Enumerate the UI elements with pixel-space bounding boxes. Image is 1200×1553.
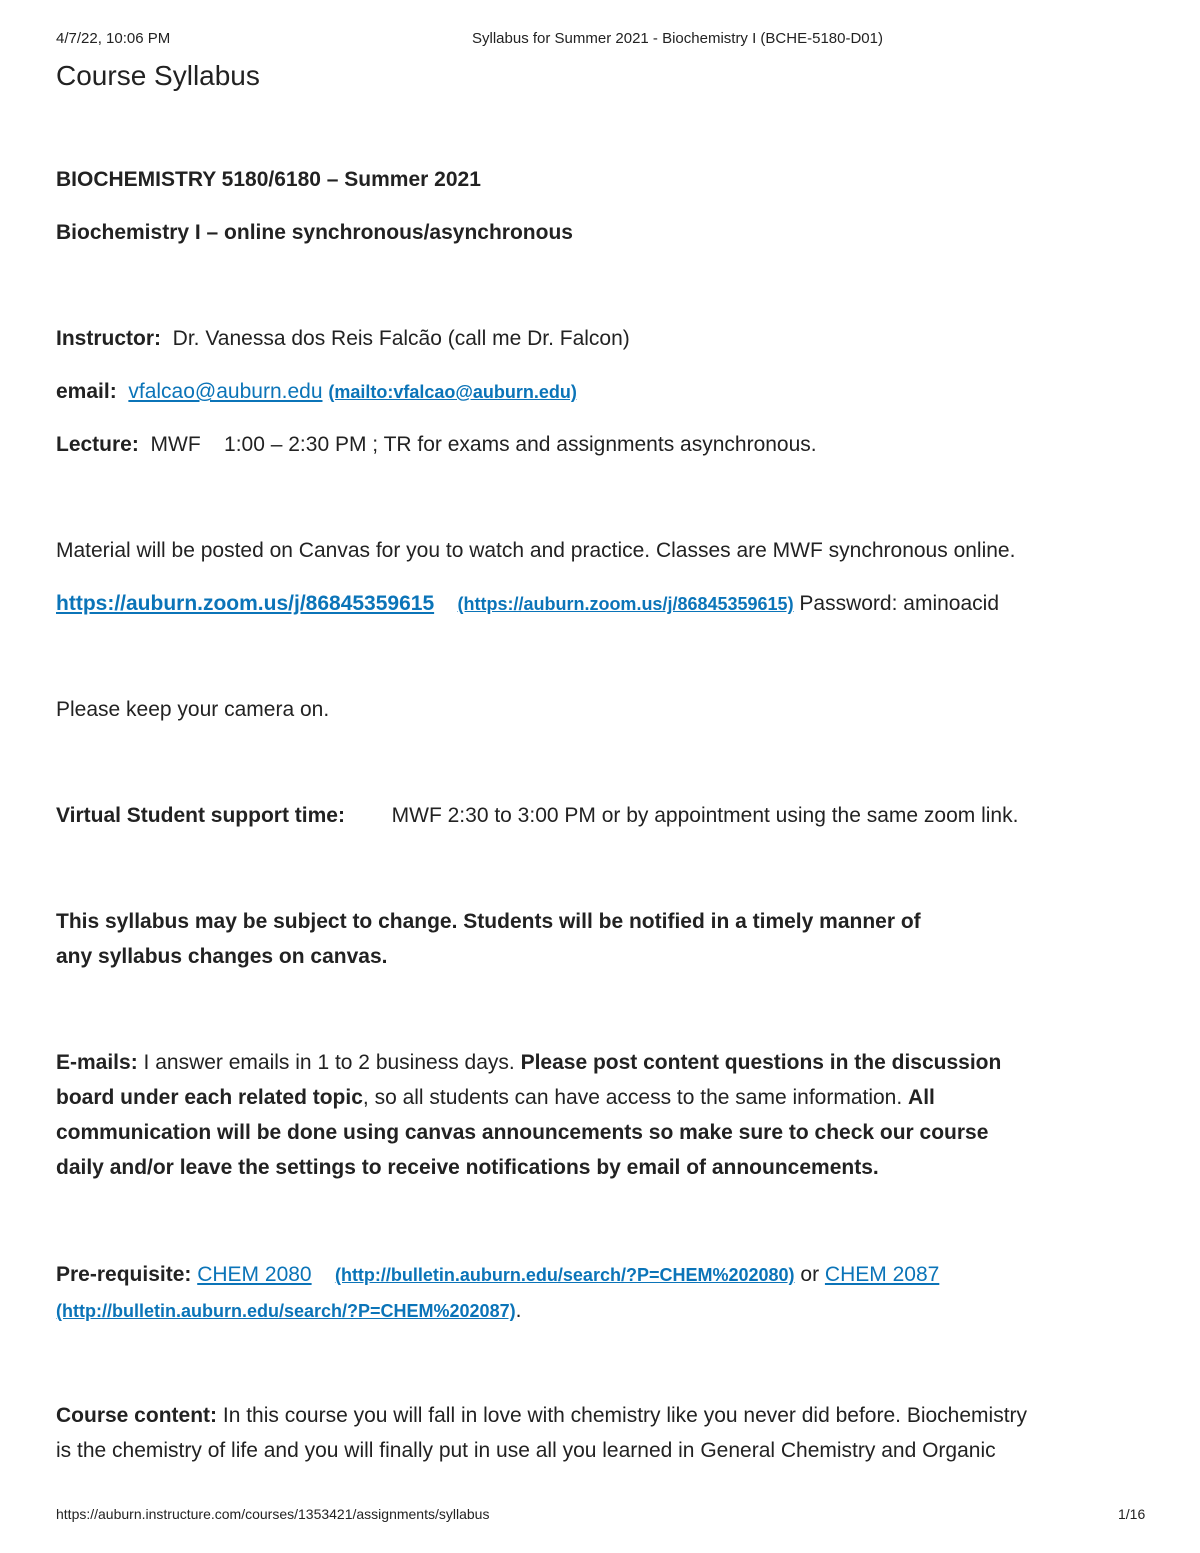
material-text: Material will be posted on Canvas for you to watch and practice. Classes are MWF synchronous online. — [56, 539, 1016, 562]
prereq-link-chem2087[interactable]: CHEM 2087 — [824, 1263, 940, 1286]
instructor-label: Instructor: — [56, 327, 161, 350]
lecture-label: Lecture: — [56, 433, 139, 456]
lecture-value: 1:00 – 2:30 PM ; TR for exams and assignments asynchronous. — [224, 433, 817, 456]
course-name-line: Biochemistry I – online synchronous/asynchronous — [56, 221, 573, 244]
instructor-value: Dr. Vanessa dos Reis Falcão (call me Dr. Falcon) — [172, 327, 630, 350]
prereq-link-chem2080[interactable]: CHEM 2080 — [197, 1263, 312, 1286]
emails-text-1: I answer emails in 1 to 2 business days. — [143, 1051, 515, 1074]
camera-text: Please keep your camera on. — [56, 698, 330, 721]
page-title: Course Syllabus — [56, 60, 260, 91]
zoom-link-url[interactable]: (https://auburn.zoom.us/j/86845359615) — [457, 594, 794, 614]
emails-bold-2c: daily and/or leave the settings to receive notifications by email of announcements. — [56, 1156, 879, 1179]
lecture-days: MWF — [150, 433, 201, 456]
prereq-or: or — [800, 1263, 820, 1286]
notice-line-1: This syllabus may be subject to change. Students will be notified in a timely manner of — [56, 910, 921, 933]
notice-line-2: any syllabus changes on canvas. — [56, 945, 388, 968]
emails-policy — [56, 1045, 1146, 1185]
prereq-end: . — [515, 1299, 522, 1322]
emails-label: E-mails: — [56, 1051, 138, 1074]
prerequisite — [56, 1257, 1146, 1329]
print-datetime: 4/7/22, 10:06 PM — [56, 30, 171, 47]
print-page-number: 1/16 — [1118, 1506, 1146, 1522]
course-content — [56, 1398, 1156, 1468]
emails-bold-2a: All — [908, 1086, 935, 1109]
content-label: Course content: — [56, 1404, 218, 1427]
emails-bold-1a: Please post content questions in the discussion — [520, 1051, 1002, 1074]
support-row — [56, 804, 1018, 828]
print-url: https://auburn.instructure.com/courses/1353421/assignments/syllabus — [56, 1506, 490, 1522]
instructor-row — [56, 327, 630, 351]
emails-bold-1b: board under each related topic — [56, 1086, 363, 1109]
prereq-label: Pre-requisite: — [56, 1263, 192, 1286]
support-label: Virtual Student support time: — [56, 804, 345, 827]
email-row — [56, 380, 577, 404]
email-label: email: — [56, 380, 117, 403]
emails-bold-2b: communication will be done using canvas announcements so make sure to check our course — [56, 1121, 989, 1144]
zoom-row — [56, 592, 999, 616]
syllabus-notice — [56, 904, 921, 974]
lecture-row — [56, 433, 817, 457]
zoom-password: Password: aminoacid — [799, 592, 999, 615]
course-code-line: BIOCHEMISTRY 5180/6180 – Summer 2021 — [56, 168, 481, 191]
support-value: MWF 2:30 to 3:00 PM or by appointment using the same zoom link. — [391, 804, 1019, 827]
zoom-link[interactable]: https://auburn.zoom.us/j/86845359615 — [56, 592, 435, 615]
email-link[interactable]: vfalcao@auburn.edu — [128, 380, 323, 403]
prereq-link-chem2087-url[interactable]: (http://bulletin.auburn.edu/search/?P=CHEM%202087) — [56, 1301, 516, 1321]
email-link-url[interactable]: (mailto:vfalcao@auburn.edu) — [328, 382, 577, 402]
content-line-1: In this course you will fall in love with chemistry like you never did before. Biochemistry — [222, 1404, 1028, 1427]
prereq-link-chem2080-url[interactable]: (http://bulletin.auburn.edu/search/?P=CHEM%202080) — [334, 1265, 795, 1285]
emails-text-2: , so all students can have access to the same information. — [362, 1086, 903, 1109]
print-doc-title: Syllabus for Summer 2021 - Biochemistry I (BCHE-5180-D01) — [472, 30, 883, 47]
content-line-2: is the chemistry of life and you will finally put in use all you learned in General Chemistry and Organic — [56, 1439, 996, 1462]
